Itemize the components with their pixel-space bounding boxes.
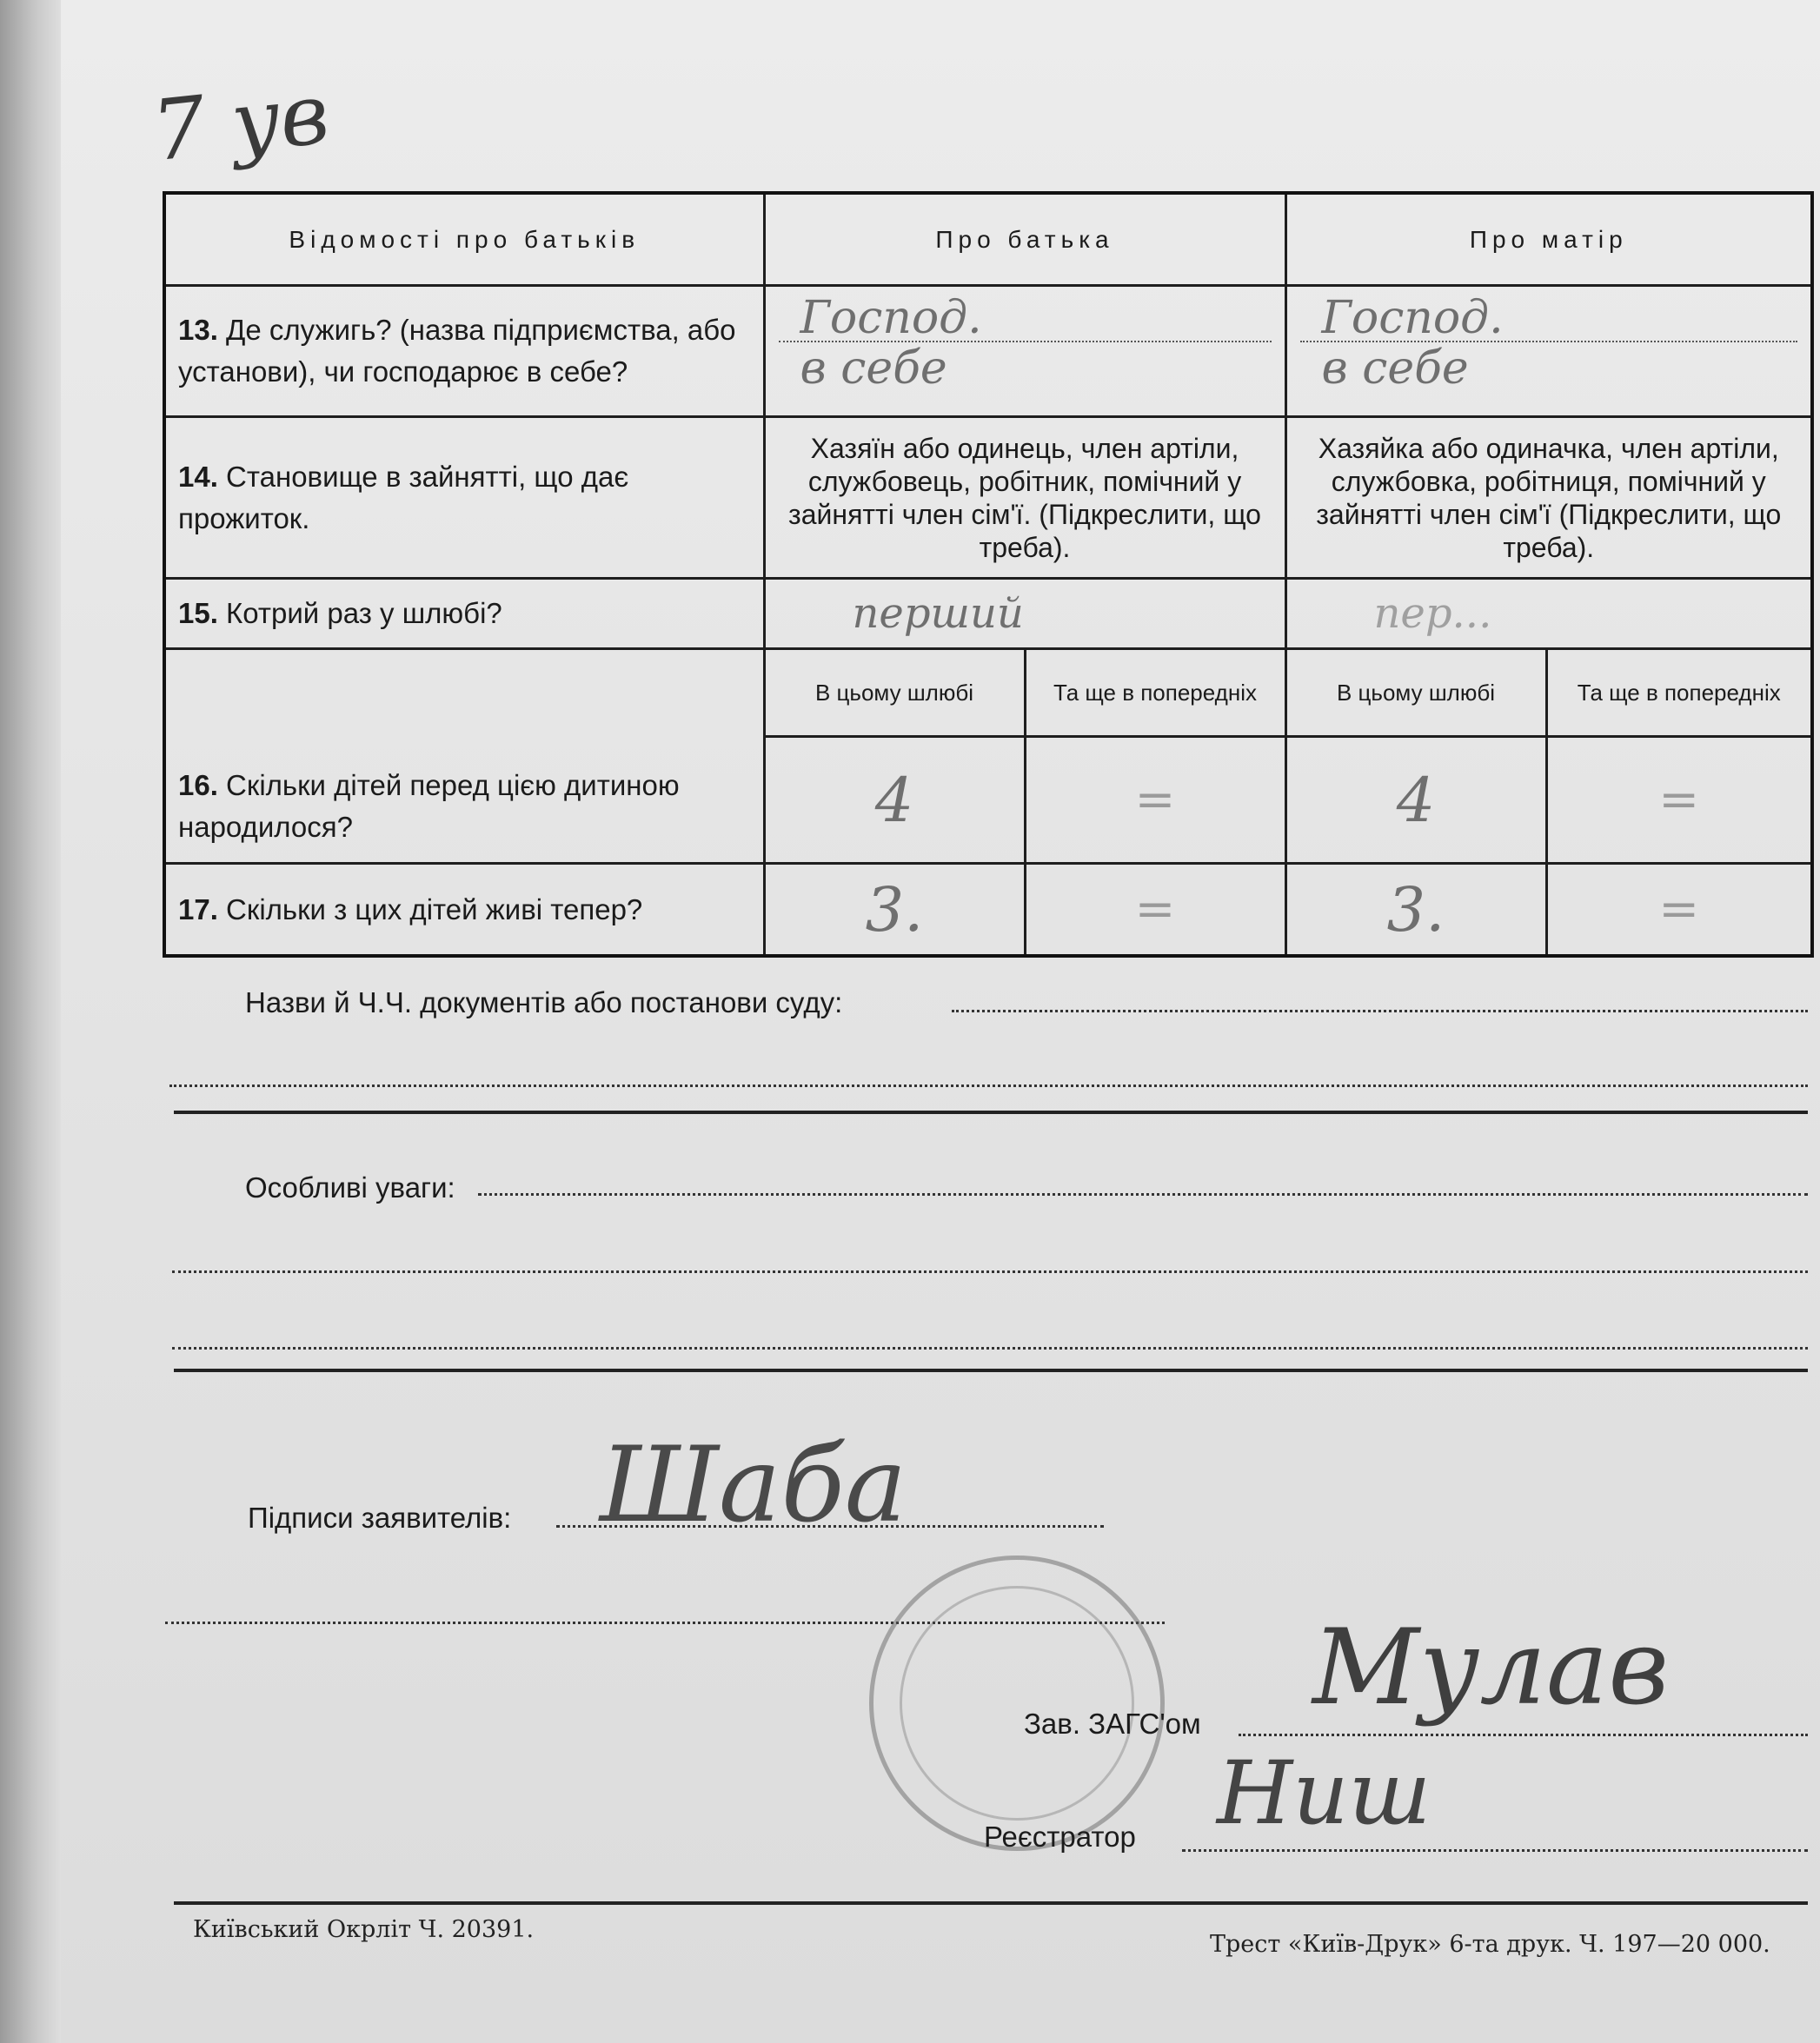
row-14-occupation-status xyxy=(164,417,1812,579)
question-17 xyxy=(164,864,764,957)
father-occupation-options[interactable]: Хазяїн або одинець, член артіли, службовець, робітник, помічний у зайнятті член сім'ї. (Підкреслити, що треба). xyxy=(764,417,1285,579)
subheader-mother-previous: Та ще в попередніх xyxy=(1546,649,1812,737)
question-number: 14. xyxy=(178,460,218,493)
handwritten-answer: Господ. xyxy=(800,292,982,344)
documents-dotted-line[interactable] xyxy=(952,1010,1808,1012)
subheader-father-this-marriage: В цьому шлюбі xyxy=(764,649,1025,737)
table-header-row xyxy=(164,193,1812,286)
header-father: Про батька xyxy=(764,193,1285,286)
footer-left-imprint: Київський Окрліт Ч. 20391. xyxy=(193,1916,535,1943)
father-children-previous[interactable]: = xyxy=(1025,737,1285,864)
question-text: Де служигь? (назва підприємства, або установи), чи господарює в себе? xyxy=(178,314,736,388)
registrar-label: Реєстратор xyxy=(984,1821,1136,1853)
father-employment-answer[interactable] xyxy=(764,286,1285,417)
head-zags-signature-line[interactable] xyxy=(1239,1734,1808,1736)
row-16-subheader xyxy=(164,649,1812,737)
mother-occupation-options[interactable]: Хазяйка або одиначка, член артіли, службовка, робітниця, помічний у зайнятті член сім'ї (Підкреслити, що треба). xyxy=(1285,417,1812,579)
question-text: Становище в зайнятті, що дає прожиток. xyxy=(178,460,629,534)
remarks-label: Особливі уваги: xyxy=(245,1171,455,1204)
mother-marriage-answer[interactable]: пер... xyxy=(1285,579,1812,649)
mother-employment-answer[interactable] xyxy=(1285,286,1812,417)
mother-children-previous[interactable]: = xyxy=(1546,737,1812,864)
father-marriage-answer[interactable]: перший xyxy=(764,579,1285,649)
registrar-signature: Ниш xyxy=(1217,1742,1431,1844)
documents-label: Назви й Ч.Ч. документів або постанови суду: xyxy=(245,986,843,1018)
applicant-signature: Шаба xyxy=(600,1425,907,1546)
question-number: 16. xyxy=(178,769,218,801)
registrar-signature-line[interactable] xyxy=(1182,1849,1808,1852)
head-zags-label: Зав. ЗАГС'ом xyxy=(1024,1708,1201,1740)
head-zags-signature: Мулав xyxy=(1312,1608,1670,1728)
footer-right-imprint: Трест «Київ-Друк» 6-та друк. Ч. 197—20 000. xyxy=(1210,1931,1770,1958)
page-fold-shadow xyxy=(0,0,61,2043)
father-alive-previous[interactable]: = xyxy=(1025,864,1285,957)
question-text: Скільки дітей перед цією дитиною народилося? xyxy=(178,769,680,843)
handwritten-answer: в себе xyxy=(1321,342,1469,395)
question-number: 15. xyxy=(178,597,218,629)
father-children-this[interactable]: 4 xyxy=(764,737,1025,864)
remarks-dotted-line[interactable] xyxy=(478,1193,1808,1196)
question-text: Скільки з цих дітей живі тепер? xyxy=(226,892,643,925)
row-13-employment xyxy=(164,286,1812,417)
documents-dotted-line-2[interactable] xyxy=(169,1085,1808,1087)
handwritten-page-number: 7 ув xyxy=(147,64,334,181)
parents-info-table xyxy=(163,191,1814,958)
header-mother: Про матір xyxy=(1285,193,1812,286)
header-parents-info: Відомості про батьків xyxy=(164,193,764,286)
mother-alive-this[interactable]: 3. xyxy=(1285,864,1546,957)
subheader-mother-this-marriage: В цьому шлюбі xyxy=(1285,649,1546,737)
section-divider xyxy=(174,1369,1808,1372)
footer-rule xyxy=(174,1901,1808,1905)
father-alive-this[interactable]: 3. xyxy=(764,864,1025,957)
remarks-dotted-line-3[interactable] xyxy=(172,1347,1808,1350)
row-17-children-alive xyxy=(164,864,1812,957)
remarks-dotted-line-2[interactable] xyxy=(172,1270,1808,1273)
question-text: Котрий раз у шлюбі? xyxy=(226,597,502,629)
row-15-marriage-count xyxy=(164,579,1812,649)
question-14 xyxy=(164,417,764,579)
mother-children-this[interactable]: 4 xyxy=(1285,737,1546,864)
question-13 xyxy=(164,286,764,417)
question-number: 17. xyxy=(178,892,218,925)
question-16 xyxy=(164,649,764,864)
handwritten-answer: в себе xyxy=(800,342,947,395)
official-stamp xyxy=(869,1555,1165,1851)
question-15 xyxy=(164,579,764,649)
handwritten-answer: Господ. xyxy=(1321,292,1504,344)
applicants-signatures-label: Підписи заявителів: xyxy=(248,1502,512,1534)
mother-alive-previous[interactable]: = xyxy=(1546,864,1812,957)
subheader-father-previous: Та ще в попередніх xyxy=(1025,649,1285,737)
question-number: 13. xyxy=(178,314,218,346)
section-divider xyxy=(174,1111,1808,1114)
